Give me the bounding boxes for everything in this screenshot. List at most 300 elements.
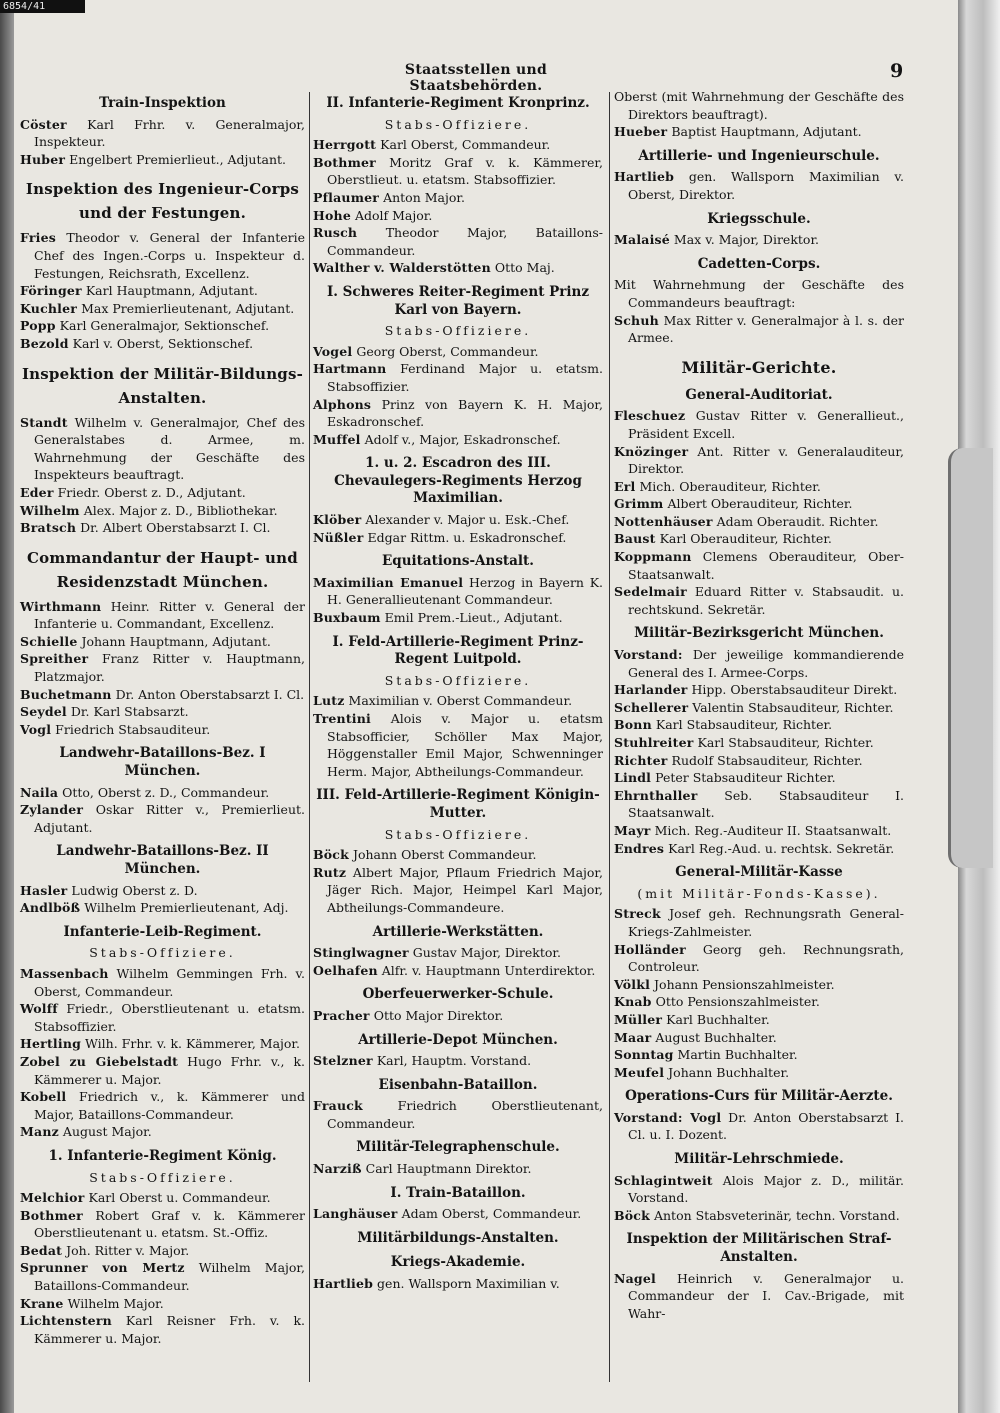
entry-name: Koppmann bbox=[614, 549, 692, 565]
directory-entry bbox=[313, 692, 603, 710]
directory-entry bbox=[313, 343, 603, 361]
entry-name: Rusch bbox=[313, 225, 358, 241]
directory-entry bbox=[313, 207, 603, 225]
entry-text: Friedrich v., k. Kämmerer und Major, Bataillons-Commandeur. bbox=[34, 1089, 305, 1122]
section-heading: I. Train-Bataillon. bbox=[390, 1184, 526, 1201]
section-heading: Kriegsschule. bbox=[707, 210, 811, 227]
column-2 bbox=[313, 88, 603, 1293]
entry-text: Karl Stabsauditeur, Richter. bbox=[697, 735, 874, 750]
directory-entry bbox=[313, 136, 603, 154]
entry-name: Lutz bbox=[313, 693, 345, 709]
entry-name: Zobel zu Giebelstadt bbox=[20, 1053, 179, 1069]
directory-entry bbox=[614, 530, 904, 548]
entry-name: Hueber bbox=[614, 124, 668, 140]
entry-text: Wilhelm Premierlieutenant, Adj. bbox=[84, 900, 289, 916]
entry-name: Pracher bbox=[313, 1007, 370, 1023]
section-heading: Inspektion der Militärischen Straf-Anstalten. bbox=[626, 1231, 892, 1266]
entry-name: Nüßler bbox=[313, 529, 364, 545]
entry-name: Hartlieb bbox=[313, 1276, 374, 1292]
directory-entry bbox=[20, 282, 305, 300]
entry-name: Eder bbox=[20, 484, 54, 500]
directory-entry bbox=[614, 734, 904, 752]
section-heading: Militär-Gerichte. bbox=[681, 357, 837, 377]
directory-entry bbox=[20, 502, 305, 520]
entry-name: Muffel bbox=[313, 431, 361, 447]
directory-entry bbox=[614, 699, 904, 717]
entry-text: Wilh. Frhr. v. k. Kämmerer, Major. bbox=[85, 1036, 301, 1052]
entry-name: Trentini bbox=[313, 711, 371, 726]
entry-text: Clemens Oberauditeur, Ober-Staatsanwalt. bbox=[628, 549, 904, 582]
section-heading: Landwehr-Bataillons-Bez. II München. bbox=[56, 843, 269, 877]
directory-entry bbox=[313, 1160, 603, 1178]
subheading: Stabs-Offiziere. bbox=[384, 323, 532, 339]
entry-text: Dr. Anton Oberstabsarzt I. Cl. bbox=[115, 686, 305, 702]
entry-text: Prinz von Bayern K. H. Major, Eskadronschef. bbox=[327, 396, 603, 430]
entry-text: Max v. Major, Direktor. bbox=[673, 232, 820, 248]
entry-name: Böck bbox=[614, 1207, 650, 1223]
entry-text: Karl, Hauptm. Vorstand. bbox=[376, 1053, 532, 1069]
entry-text: Adolf Major. bbox=[354, 207, 433, 223]
directory-entry bbox=[614, 548, 904, 583]
section-heading: I. Schweres Reiter-Regiment Prinz Karl von Bayern. bbox=[326, 283, 590, 318]
directory-entry bbox=[313, 511, 603, 529]
directory-entry bbox=[313, 864, 603, 917]
entry-name: Zylander bbox=[20, 802, 84, 818]
directory-entry bbox=[614, 443, 904, 478]
section-heading: General-Auditoriat. bbox=[685, 386, 833, 403]
entry-text: Otto Major Direktor. bbox=[373, 1007, 504, 1023]
entry-name: Sonntag bbox=[614, 1047, 674, 1063]
entry-name: Schlagintweit bbox=[614, 1172, 713, 1188]
directory-entry bbox=[313, 1097, 603, 1132]
entry-text: Josef geh. Rechnungsrath General-Kriegs-Zahlmeister. bbox=[628, 906, 904, 939]
section-heading: Cadetten-Corps. bbox=[697, 255, 821, 272]
entry-text: Moritz Graf v. k. Kämmerer, Oberstlieut. u. etatsm. Stabsoffizier. bbox=[327, 154, 603, 188]
directory-entry bbox=[20, 1259, 305, 1294]
section-heading: Landwehr-Bataillons-Bez. I München. bbox=[59, 745, 266, 780]
directory-entry bbox=[614, 583, 904, 618]
directory-entry bbox=[20, 1088, 305, 1123]
entry-text: Karl Buchhalter. bbox=[666, 1011, 770, 1027]
section-heading: Artillerie- und Ingenieurschule. bbox=[638, 147, 880, 164]
entry-name: Standt bbox=[20, 414, 68, 430]
entry-text: Dr. Anton Oberstabsarzt I. Cl. u. I. Dozent. bbox=[628, 1109, 904, 1143]
entry-name: Meufel bbox=[614, 1064, 665, 1080]
directory-entry bbox=[20, 1207, 305, 1242]
directory-entry bbox=[313, 259, 603, 277]
entry-name: Lichtenstern bbox=[20, 1313, 112, 1329]
directory-entry bbox=[20, 633, 305, 651]
entry-name: Sprunner von Mertz bbox=[20, 1260, 185, 1276]
entry-text: Adam Oberaudit. Richter. bbox=[716, 513, 879, 529]
entry-name: Vorstand: Vogl bbox=[614, 1109, 722, 1125]
section-heading: Artillerie-Werkstätten. bbox=[372, 923, 544, 940]
entry-text: Johann Hauptmann, Adjutant. bbox=[81, 633, 271, 649]
entry-text: Alex. Major z. D., Bibliothekar. bbox=[83, 502, 278, 518]
entry-name: Seydel bbox=[20, 704, 67, 720]
entry-name: Huber bbox=[20, 151, 66, 167]
directory-entry bbox=[614, 787, 904, 822]
entry-name: Rutz bbox=[313, 864, 347, 880]
directory-entry bbox=[614, 88, 904, 123]
entry-name: Holländer bbox=[614, 941, 686, 957]
entry-name: Böck bbox=[313, 847, 349, 863]
directory-entry bbox=[614, 276, 904, 311]
directory-entry bbox=[614, 1046, 904, 1064]
directory-entry bbox=[313, 1275, 603, 1293]
directory-entry bbox=[20, 484, 305, 502]
entry-name: Kuchler bbox=[20, 300, 78, 316]
entry-text: Friedr. Oberst z. D., Adjutant. bbox=[57, 484, 246, 500]
section-heading: Equitations-Anstalt. bbox=[382, 553, 534, 570]
entry-name: Langhäuser bbox=[313, 1206, 398, 1222]
entry-name: Massenbach bbox=[20, 965, 109, 981]
entry-text: Martin Buchhalter. bbox=[677, 1047, 798, 1063]
directory-entry bbox=[20, 598, 305, 633]
entry-text: August Buchhalter. bbox=[655, 1029, 777, 1045]
section-heading: Inspektion des Ingenieur-Corps und der Festungen. bbox=[25, 180, 300, 223]
entry-name: Spreither bbox=[20, 651, 89, 667]
directory-entry bbox=[313, 360, 603, 395]
directory-entry bbox=[614, 976, 904, 994]
entry-name: Schielle bbox=[20, 633, 78, 649]
directory-entry bbox=[313, 189, 603, 207]
entry-name: Sedelmair bbox=[614, 584, 687, 600]
column-rule bbox=[609, 92, 610, 1382]
entry-text: Theodor v. General der Infanterie Chef des Ingen.-Corps u. Inspekteur d. Festungen, Reichsrath, Excellenz. bbox=[34, 230, 305, 281]
entry-name: Nottenhäuser bbox=[614, 513, 713, 529]
running-head: Staatsstellen und Staatsbehörden. bbox=[404, 62, 548, 94]
entry-name: Stinglwagner bbox=[313, 945, 409, 961]
entry-name: Vogel bbox=[313, 343, 353, 359]
directory-entry bbox=[20, 229, 305, 282]
section-heading: Infanterie-Leib-Regiment. bbox=[63, 923, 262, 940]
entry-name: Pflaumer bbox=[313, 189, 380, 205]
entry-text: Gustav Major, Direktor. bbox=[412, 945, 562, 961]
entry-name: Bonn bbox=[614, 717, 652, 733]
directory-entry bbox=[20, 1242, 305, 1260]
entry-name: Narziß bbox=[313, 1161, 362, 1177]
entry-text: Otto Pensionszahlmeister. bbox=[655, 994, 820, 1010]
entry-text: Wilhelm Major, Bataillons-Commandeur. bbox=[34, 1260, 305, 1294]
directory-entry bbox=[20, 703, 305, 721]
column-3 bbox=[614, 88, 904, 1322]
entry-name: Knözinger bbox=[614, 443, 689, 459]
entry-text: Ludwig Oberst z. D. bbox=[71, 882, 198, 898]
directory-entry bbox=[614, 1270, 904, 1323]
entry-text: Max Premierlieutenant, Adjutant. bbox=[81, 300, 295, 316]
entry-name: Wilhelm bbox=[20, 502, 80, 518]
section-heading: Operations-Curs für Militär-Aerzte. bbox=[625, 1088, 893, 1105]
entry-text: Wilhelm Gemmingen Frh. v. Oberst, Commandeur. bbox=[34, 965, 305, 999]
directory-entry bbox=[614, 752, 904, 770]
directory-entry bbox=[313, 1007, 603, 1025]
entry-name: Fries bbox=[20, 230, 56, 246]
section-heading: Kriegs-Akademie. bbox=[390, 1254, 526, 1271]
entry-name: Kobell bbox=[20, 1089, 67, 1105]
directory-entry bbox=[614, 1064, 904, 1082]
entry-name: Malaisé bbox=[614, 232, 670, 248]
entry-name: Hohe bbox=[313, 207, 351, 223]
entry-name: Knab bbox=[614, 994, 652, 1010]
subheading: Stabs-Offiziere. bbox=[89, 945, 236, 961]
entry-text: Seb. Stabsauditeur I. Staatsanwalt. bbox=[628, 787, 904, 821]
entry-text: Friedrich Stabsauditeur. bbox=[55, 721, 211, 737]
directory-entry bbox=[20, 116, 305, 151]
directory-entry bbox=[20, 965, 305, 1000]
entry-name: Oelhafen bbox=[313, 962, 378, 978]
section-heading: II. Infanterie-Regiment Kronprinz. bbox=[326, 95, 590, 111]
directory-entry bbox=[614, 407, 904, 442]
entry-text: Valentin Stabsauditeur, Richter. bbox=[692, 699, 894, 715]
directory-entry bbox=[313, 962, 603, 980]
section-heading: 1. u. 2. Escadron des III. Chevaulegers-Regiments Herzog Maximilian. bbox=[334, 455, 582, 507]
entry-name: Vogl bbox=[20, 721, 52, 737]
entry-text: Johann Buchhalter. bbox=[668, 1064, 790, 1080]
entry-name: Erl bbox=[614, 478, 636, 494]
directory-entry bbox=[614, 681, 904, 699]
entry-text: Franz Ritter v. Hauptmann, Platzmajor. bbox=[34, 651, 305, 685]
entry-text: Joh. Ritter v. Major. bbox=[66, 1242, 190, 1258]
directory-entry bbox=[20, 317, 305, 335]
directory-entry bbox=[20, 1000, 305, 1035]
entry-text: gen. Wallsporn Maximilian v. bbox=[377, 1276, 560, 1292]
entry-name: Wirthmann bbox=[20, 598, 102, 614]
entry-name: Bedat bbox=[20, 1242, 63, 1258]
directory-entry bbox=[614, 1207, 904, 1225]
entry-name: Popp bbox=[20, 318, 56, 334]
directory-entry bbox=[313, 1205, 603, 1223]
directory-entry bbox=[614, 1109, 904, 1144]
directory-entry bbox=[614, 495, 904, 513]
section-heading: Militärbildungs-Anstalten. bbox=[357, 1229, 559, 1246]
entry-name: Hartmann bbox=[313, 361, 387, 377]
directory-entry bbox=[614, 1172, 904, 1207]
entry-text: Wilhelm Major. bbox=[67, 1295, 164, 1311]
directory-entry bbox=[614, 168, 904, 203]
section-heading: Artillerie-Depot München. bbox=[358, 1031, 558, 1048]
directory-entry bbox=[20, 1035, 305, 1053]
entry-text: Karl Stabsauditeur, Richter. bbox=[655, 717, 833, 733]
entry-name: Wolff bbox=[20, 1001, 58, 1017]
subheading: Stabs-Offiziere. bbox=[384, 672, 532, 688]
subheading: Stabs-Offiziere. bbox=[89, 1169, 236, 1185]
entry-text: Hipp. Oberstabsauditeur Direkt. bbox=[691, 682, 898, 698]
directory-entry bbox=[20, 784, 305, 802]
entry-name: Hartlieb bbox=[614, 169, 675, 185]
directory-entry bbox=[20, 1123, 305, 1141]
entry-text: Wilhelm v. Generalmajor, Chef des Generalstabes d. Armee, m. Wahrnehmung der Geschäfte des Inspekteurs beauftragt. bbox=[34, 414, 305, 483]
entry-name: Bratsch bbox=[20, 520, 77, 536]
entry-text: Peter Stabsauditeur Richter. bbox=[655, 770, 836, 786]
entry-name: Naila bbox=[20, 784, 59, 800]
entry-name: Schuh bbox=[614, 312, 659, 328]
entry-text: Alois v. Major u. etatsm Stabsofficier, Schöller Max Major, Höggenstaller Emil Major, Schwenninger Herm. Major, Abtheilungs-Commandeur. bbox=[327, 711, 603, 779]
page-number: 9 bbox=[890, 60, 904, 82]
entry-text: Johann Oberst Commandeur. bbox=[352, 847, 537, 863]
entry-text: Rudolf Stabsauditeur, Richter. bbox=[671, 752, 863, 768]
entry-text: Otto, Oberst z. D., Commandeur. bbox=[62, 784, 270, 800]
directory-entry bbox=[20, 882, 305, 900]
entry-text: Der jeweilige kommandierende General des I. Armee-Corps. bbox=[628, 647, 904, 680]
entry-text: Mich. Reg.-Auditeur II. Staatsanwalt. bbox=[654, 822, 892, 838]
entry-text: Karl Oberst, Commandeur. bbox=[380, 137, 551, 153]
entry-text: Friedr., Oberstlieutenant u. etatsm. Stabsoffizier. bbox=[34, 1001, 305, 1034]
entry-name: Streck bbox=[614, 906, 661, 922]
directory-entry bbox=[313, 529, 603, 547]
entry-text: Alois Major z. D., militär. Vorstand. bbox=[628, 1172, 904, 1206]
entry-name: Mayr bbox=[614, 822, 651, 838]
entry-text: Georg geh. Rechnungsrath, Controleur. bbox=[628, 941, 904, 975]
entry-text: Heinrich v. Generalmajor u. Commandeur der I. Cav.-Brigade, mit Wahr- bbox=[628, 1270, 904, 1321]
entry-name: Melchior bbox=[20, 1190, 85, 1206]
section-heading: Militär-Telegraphenschule. bbox=[356, 1139, 560, 1156]
entry-text: Adolf v., Major, Eskadronschef. bbox=[364, 431, 561, 447]
directory-entry bbox=[614, 716, 904, 734]
directory-entry bbox=[313, 431, 603, 449]
entry-name: Hertling bbox=[20, 1036, 82, 1052]
entry-text: August Major. bbox=[62, 1124, 152, 1140]
entry-text: Karl Oberauditeur, Richter. bbox=[659, 531, 832, 547]
entry-text: Dr. Karl Stabsarzt. bbox=[70, 704, 189, 720]
directory-entry bbox=[614, 1029, 904, 1047]
section-heading: General-Militär-Kasse bbox=[675, 864, 843, 881]
directory-entry bbox=[614, 769, 904, 787]
directory-entry bbox=[20, 1295, 305, 1313]
entry-text: Karl v. Oberst, Sektionschef. bbox=[72, 335, 254, 351]
directory-entry bbox=[313, 609, 603, 627]
entry-name: Krane bbox=[20, 1295, 64, 1311]
column-1 bbox=[20, 88, 305, 1347]
directory-entry bbox=[20, 1189, 305, 1207]
section-heading: Oberfeuerwerker-Schule. bbox=[362, 986, 554, 1003]
directory-entry bbox=[20, 335, 305, 353]
entry-name: Schellerer bbox=[614, 699, 689, 715]
entry-text: Herzog in Bayern K. H. Generallieutenant Commandeur. bbox=[327, 574, 603, 608]
entry-name: Stuhlreiter bbox=[614, 735, 694, 750]
entry-name: Maximilian Emanuel bbox=[313, 574, 464, 590]
entry-name: Klöber bbox=[313, 512, 362, 528]
directory-entry bbox=[614, 941, 904, 976]
entry-name: Endres bbox=[614, 840, 665, 856]
entry-text: Karl Reisner Frh. v. k. Kämmerer u. Major. bbox=[34, 1313, 305, 1346]
entry-name: Herrgott bbox=[313, 137, 377, 153]
directory-entry bbox=[20, 801, 305, 836]
entry-text: Ant. Ritter v. Generalauditeur, Direktor. bbox=[628, 443, 904, 477]
entry-text: Carl Hauptmann Direktor. bbox=[365, 1161, 532, 1177]
entry-text: Adam Oberst, Commandeur. bbox=[401, 1206, 582, 1222]
entry-name: Lindl bbox=[614, 770, 652, 786]
directory-entry bbox=[20, 721, 305, 739]
entry-name: Grimm bbox=[614, 496, 664, 512]
entry-text: Hugo Frhr. v., k. Kämmerer u. Major. bbox=[34, 1053, 305, 1087]
entry-name: Maar bbox=[614, 1029, 652, 1045]
directory-entry bbox=[313, 944, 603, 962]
index-tab bbox=[948, 448, 993, 868]
entry-name: Vorstand: bbox=[614, 647, 683, 663]
directory-entry bbox=[20, 650, 305, 685]
entry-name: Walther v. Walderstötten bbox=[313, 260, 491, 276]
entry-text: Karl Oberst u. Commandeur. bbox=[88, 1190, 271, 1206]
column-rule bbox=[309, 92, 310, 1382]
section-heading: Train-Inspektion bbox=[99, 95, 226, 111]
scan-stamp: 6854/41 bbox=[0, 0, 85, 13]
directory-entry bbox=[313, 1052, 603, 1070]
entry-text: Alexander v. Major u. Esk.-Chef. bbox=[365, 512, 570, 528]
section-heading: Commandantur der Haupt- und Residenzstadt München. bbox=[27, 548, 298, 591]
entry-text: Otto Maj. bbox=[494, 260, 555, 276]
directory-entry bbox=[313, 224, 603, 259]
directory-entry bbox=[313, 846, 603, 864]
entry-name: Stelzner bbox=[313, 1053, 373, 1069]
directory-entry bbox=[20, 300, 305, 318]
section-heading: Eisenbahn-Bataillon. bbox=[378, 1076, 538, 1093]
directory-entry bbox=[614, 905, 904, 940]
directory-entry bbox=[614, 993, 904, 1011]
entry-text: gen. Wallsporn Maximilian v. Oberst, Direktor. bbox=[628, 169, 904, 202]
entry-text: Max Ritter v. Generalmajor à l. s. der Armee. bbox=[628, 312, 904, 346]
entry-text: Friedrich Oberstlieutenant, Commandeur. bbox=[327, 1098, 603, 1131]
entry-text: Albert Major, Pflaum Friedrich Major, Jäger Rich. Major, Heimpel Karl Major, Abtheilungs-Commandeure. bbox=[327, 864, 603, 915]
entry-name: Buxbaum bbox=[313, 610, 381, 626]
binding-shadow bbox=[0, 0, 14, 1413]
entry-text: Dr. Albert Oberstabsarzt I. Cl. bbox=[80, 520, 271, 536]
directory-entry bbox=[614, 123, 904, 141]
entry-text: Robert Graf v. k. Kämmerer Oberstlieutenant u. etatsm. St.-Offiz. bbox=[34, 1207, 305, 1241]
directory-entry bbox=[313, 154, 603, 189]
entry-name: Manz bbox=[20, 1124, 59, 1140]
entry-text: Edgar Rittm. u. Eskadronschef. bbox=[367, 529, 567, 545]
entry-text: Anton Major. bbox=[383, 189, 465, 205]
entry-text: Karl Generalmajor, Sektionschef. bbox=[59, 318, 270, 334]
directory-entry bbox=[313, 574, 603, 609]
entry-name: Bezold bbox=[20, 335, 69, 351]
entry-text: Alfr. v. Hauptmann Unterdirektor. bbox=[381, 962, 596, 978]
entry-name: Ehrnthaller bbox=[614, 787, 698, 803]
entry-name: Müller bbox=[614, 1011, 663, 1027]
directory-entry bbox=[20, 686, 305, 704]
entry-text: Karl Reg.-Aud. u. rechtsk. Sekretär. bbox=[668, 840, 895, 856]
directory-entry bbox=[313, 396, 603, 431]
entry-name: Alphons bbox=[313, 396, 372, 412]
directory-entry bbox=[20, 1312, 305, 1347]
entry-text: Georg Oberst, Commandeur. bbox=[356, 343, 539, 359]
entry-text: Oberst (mit Wahrnehmung der Geschäfte des Direktors beauftragt). bbox=[614, 89, 904, 122]
entry-text: Heinr. Ritter v. General der Infanterie u. Commandant, Excellenz. bbox=[34, 598, 306, 632]
entry-name: Baust bbox=[614, 531, 656, 547]
subheading: Stabs-Offiziere. bbox=[384, 826, 532, 842]
directory-entry bbox=[614, 513, 904, 531]
entry-name: Völkl bbox=[614, 976, 651, 992]
entry-text: Karl Frhr. v. Generalmajor, Inspekteur. bbox=[34, 116, 305, 150]
entry-text: Karl Hauptmann, Adjutant. bbox=[85, 283, 258, 299]
directory-entry bbox=[20, 414, 305, 484]
entry-text: Maximilian v. Oberst Commandeur. bbox=[348, 693, 573, 709]
entry-text: Ferdinand Major u. etatsm. Stabsoffizier. bbox=[327, 361, 603, 394]
entry-name: Bothmer bbox=[313, 154, 376, 170]
entry-text: Mit Wahrnehmung der Geschäfte des Commandeurs beauftragt: bbox=[614, 277, 904, 310]
entry-name: Frauck bbox=[313, 1098, 363, 1114]
directory-entry bbox=[20, 899, 305, 917]
entry-name: Nagel bbox=[614, 1270, 656, 1286]
section-heading: 1. Infanterie-Regiment König. bbox=[48, 1147, 277, 1164]
entry-name: Buchetmann bbox=[20, 686, 112, 702]
directory-entry bbox=[20, 151, 305, 169]
entry-text: Gustav Ritter v. Generallieut., Präsident Excell. bbox=[628, 408, 904, 441]
entry-name: Harlander bbox=[614, 682, 688, 698]
directory-entry bbox=[614, 312, 904, 347]
section-heading: Militär-Bezirksgericht München. bbox=[634, 625, 884, 642]
